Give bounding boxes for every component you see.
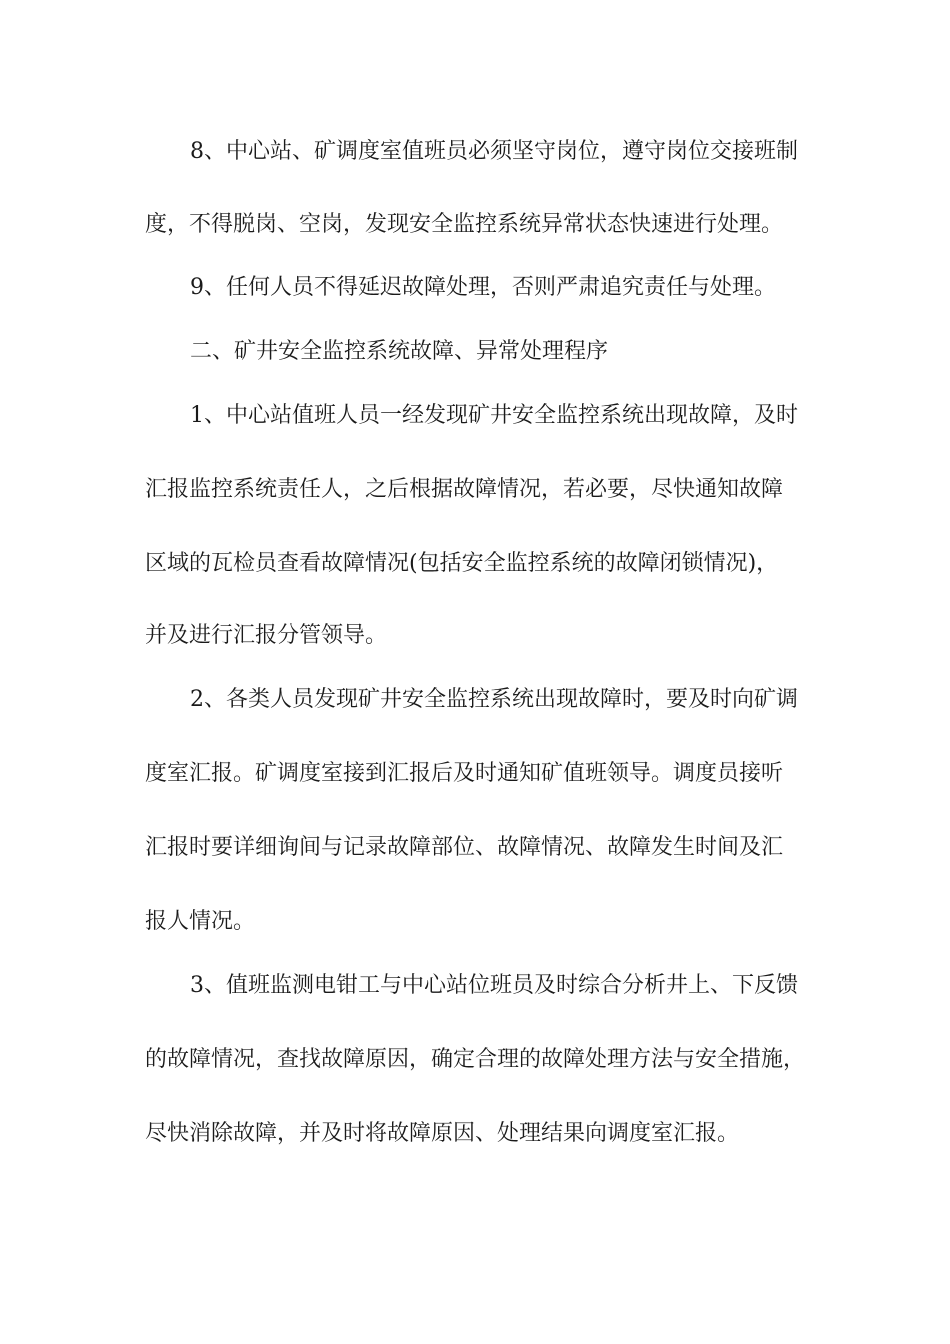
item-1-line-2: 汇报监控系统责任人，之后根据故障情况，若必要，尽快通知故障 <box>145 477 784 502</box>
item-1-line-4: 并及进行汇报分管领导。 <box>145 623 388 648</box>
paragraph-9-line-1: 9、任何人员不得延迟故障处理，否则严肃追究责任与处理。 <box>190 275 776 300</box>
item-3-line-2: 的故障情况，查找故障原因，确定合理的故障处理方法与安全措施， <box>145 1047 806 1072</box>
paragraph-8-line-1: 8、中心站、矿调度室值班员必须坚守岗位，遵守岗位交接班制 <box>190 139 798 164</box>
item-2-line-1: 2、各类人员发现矿井安全监控系统出现故障时，要及时向矿调 <box>190 687 798 712</box>
item-3-line-3: 尽快消除故障，并及时将故障原因、处理结果向调度室汇报。 <box>145 1121 740 1146</box>
item-1-line-3: 区域的瓦检员查看故障情况(包括安全监控系统的故障闭锁情况)， <box>145 551 779 576</box>
item-2-line-3: 汇报时要详细询间与记录故障部位、故障情况、故障发生时间及汇 <box>145 835 784 860</box>
item-2-line-2: 度室汇报。矿调度室接到汇报后及时通知矿值班领导。调度员接听 <box>145 761 784 786</box>
paragraph-8-line-2: 度，不得脱岗、空岗，发现安全监控系统异常状态快速进行处理。 <box>145 212 784 237</box>
item-3-line-1: 3、值班监测电钳工与中心站位班员及时综合分析井上、下反馈 <box>190 973 798 998</box>
item-2-line-4: 报人情况。 <box>145 909 256 934</box>
section-heading-2: 二、矿井安全监控系统故障、异常处理程序 <box>190 339 609 364</box>
item-1-line-1: 1、中心站值班人员一经发现矿井安全监控系统出现故障，及时 <box>190 403 798 428</box>
